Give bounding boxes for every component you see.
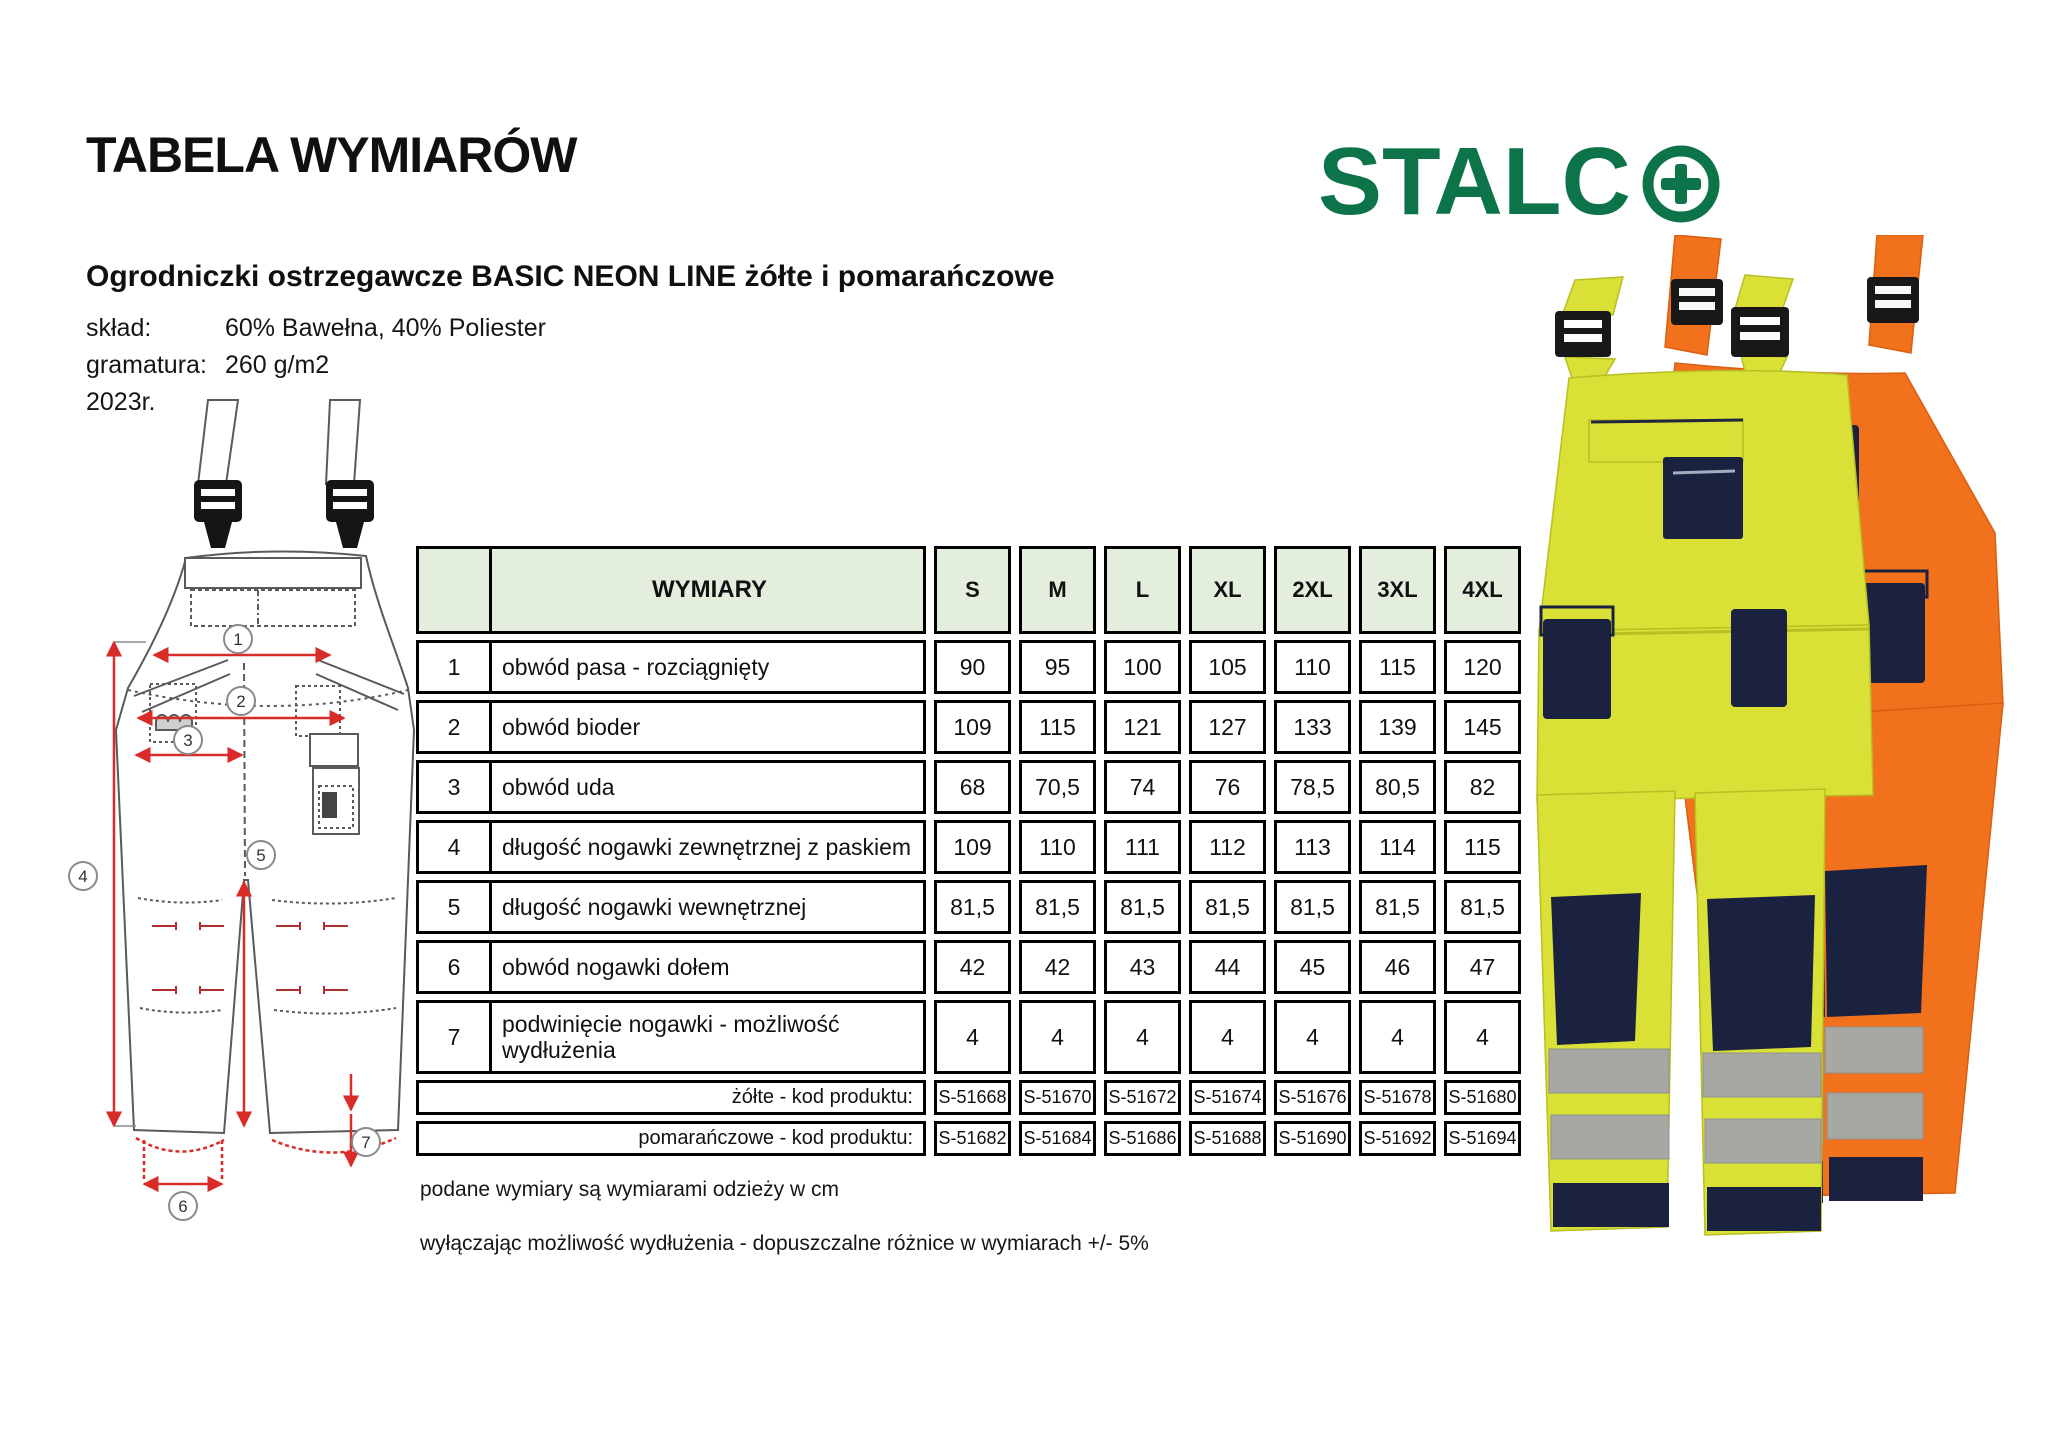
measurement-value: 90 <box>934 640 1011 694</box>
stalco-wordmark: STALC <box>1318 128 1631 235</box>
measurement-value: 4 <box>1189 1000 1266 1074</box>
measurement-value: 115 <box>1444 820 1521 874</box>
row-label: obwód pasa - rozciągnięty <box>502 654 770 680</box>
table-row <box>416 640 1526 694</box>
size-column-header: M <box>1019 546 1096 634</box>
measurement-value: 121 <box>1104 700 1181 754</box>
spec-year: 2023r. <box>86 388 156 416</box>
measurement-value: 81,5 <box>1189 880 1266 934</box>
measurement-value: 82 <box>1444 760 1521 814</box>
row-label: długość nogawki zewnętrznej z paskiem <box>502 834 912 860</box>
measurement-value: 95 <box>1019 640 1096 694</box>
callout-2 <box>227 687 255 715</box>
svg-text:3: 3 <box>183 731 193 750</box>
svg-text:6: 6 <box>178 1197 188 1216</box>
svg-text:7: 7 <box>361 1133 371 1152</box>
measurement-value: 109 <box>934 700 1011 754</box>
spec-sklad-value: 60% Bawełna, 40% Poliester <box>224 314 546 342</box>
callout-5 <box>247 841 275 869</box>
spec-gramatura <box>86 347 546 384</box>
row-number: 7 <box>419 1003 492 1071</box>
product-name: Ogrodniczki ostrzegawcze BASIC NEON LINE żółte i pomarańczowe <box>86 260 1055 293</box>
measurement-value: 110 <box>1274 640 1351 694</box>
size-column-header: 3XL <box>1359 546 1436 634</box>
size-column-header: 4XL <box>1444 546 1521 634</box>
svg-text:2: 2 <box>236 692 246 711</box>
callout-7 <box>352 1128 380 1156</box>
row-label: obwód uda <box>502 774 615 800</box>
product-code-value: S-51694 <box>1444 1121 1521 1156</box>
measurement-value: 100 <box>1104 640 1181 694</box>
row-header-cell <box>416 640 926 694</box>
measurement-value: 105 <box>1189 640 1266 694</box>
code-row-label: żółte - kod produktu: <box>416 1080 926 1115</box>
measurement-value: 111 <box>1104 820 1181 874</box>
note-measurements-cm: podane wymiary są wymiarami odzieży w cm <box>420 1178 839 1201</box>
measurement-value: 42 <box>934 940 1011 994</box>
product-code-value: S-51680 <box>1444 1080 1521 1115</box>
row-header-cell <box>416 1000 926 1074</box>
measurement-value: 115 <box>1019 700 1096 754</box>
product-code-value: S-51672 <box>1104 1080 1181 1115</box>
measurement-value: 80,5 <box>1359 760 1436 814</box>
measurement-value: 4 <box>1444 1000 1521 1074</box>
table-row <box>416 700 1526 754</box>
table-row <box>416 880 1526 934</box>
table-row <box>416 1000 1526 1074</box>
measurement-value: 43 <box>1104 940 1181 994</box>
measurement-value: 81,5 <box>1019 880 1096 934</box>
measurement-value: 114 <box>1359 820 1436 874</box>
measurement-value: 133 <box>1274 700 1351 754</box>
strap-buckles <box>194 480 374 548</box>
measurement-value: 4 <box>1359 1000 1436 1074</box>
row-number: 4 <box>419 823 492 871</box>
measurement-value: 120 <box>1444 640 1521 694</box>
measurement-value: 127 <box>1189 700 1266 754</box>
measurement-value: 42 <box>1019 940 1096 994</box>
product-code-value: S-51674 <box>1189 1080 1266 1115</box>
row-label: długość nogawki wewnętrznej <box>502 894 807 920</box>
spec-gramatura-label: gramatura: <box>86 351 207 379</box>
row-label: obwód nogawki dołem <box>502 954 730 980</box>
callout-1 <box>224 625 252 653</box>
measurement-value: 81,5 <box>934 880 1011 934</box>
measurement-value: 68 <box>934 760 1011 814</box>
yellow-chest-pocket <box>1663 457 1743 539</box>
table-row <box>416 760 1526 814</box>
row-label: obwód bioder <box>502 714 641 740</box>
measurement-value: 113 <box>1274 820 1351 874</box>
page-title: TABELA WYMIARÓW <box>86 127 577 183</box>
measurement-value: 139 <box>1359 700 1436 754</box>
product-code-value: S-51682 <box>934 1121 1011 1156</box>
measurement-value: 78,5 <box>1274 760 1351 814</box>
stalco-plus-icon <box>1637 138 1725 226</box>
svg-text:5: 5 <box>256 846 266 865</box>
measurement-value: 4 <box>1019 1000 1096 1074</box>
row-header-cell <box>416 700 926 754</box>
product-code-value: S-51688 <box>1189 1121 1266 1156</box>
row-number: 2 <box>419 703 492 751</box>
table-row <box>416 820 1526 874</box>
measurement-value: 74 <box>1104 760 1181 814</box>
row-number: 3 <box>419 763 492 811</box>
callout-3 <box>174 726 202 754</box>
row-header-cell <box>416 760 926 814</box>
measurement-value: 81,5 <box>1444 880 1521 934</box>
measurement-value: 4 <box>1104 1000 1181 1074</box>
measurement-value: 44 <box>1189 940 1266 994</box>
row-label: podwinięcie nogawki - możliwość wydłużenia <box>502 1011 840 1063</box>
measurement-value: 45 <box>1274 940 1351 994</box>
measurement-value: 109 <box>934 820 1011 874</box>
product-code-value: S-51684 <box>1019 1121 1096 1156</box>
product-code-value: S-51692 <box>1359 1121 1436 1156</box>
measurement-value: 4 <box>934 1000 1011 1074</box>
product-code-row <box>416 1121 1526 1156</box>
svg-text:4: 4 <box>78 867 88 886</box>
size-diagram <box>58 398 418 1243</box>
callout-4 <box>69 862 97 890</box>
size-column-header: 2XL <box>1274 546 1351 634</box>
row-number: 1 <box>419 643 492 691</box>
measurement-value: 81,5 <box>1359 880 1436 934</box>
product-photo <box>1525 235 2048 1310</box>
product-code-value: S-51670 <box>1019 1080 1096 1115</box>
product-code-value: S-51690 <box>1274 1121 1351 1156</box>
svg-text:1: 1 <box>233 630 243 649</box>
stalco-logo <box>1318 128 1725 235</box>
product-code-value: S-51686 <box>1104 1121 1181 1156</box>
measurement-value: 145 <box>1444 700 1521 754</box>
measurement-value: 46 <box>1359 940 1436 994</box>
size-column-header: XL <box>1189 546 1266 634</box>
yellow-knee-pads <box>1551 893 1815 1051</box>
row-number: 5 <box>419 883 492 931</box>
row-label: WYMIARY <box>651 576 768 603</box>
measurement-value: 115 <box>1359 640 1436 694</box>
yellow-overall <box>1537 275 1873 1235</box>
product-code-value: S-51676 <box>1274 1080 1351 1115</box>
measurement-value: 76 <box>1189 760 1266 814</box>
measurement-value: 70,5 <box>1019 760 1096 814</box>
product-code-row <box>416 1080 1526 1115</box>
note-tolerance: wyłączając możliwość wydłużenia - dopuszczalne różnice w wymiarach +/- 5% <box>420 1232 1149 1255</box>
callout-6 <box>169 1192 197 1220</box>
row-number: 6 <box>419 943 492 991</box>
product-code-value: S-51668 <box>934 1080 1011 1115</box>
row-header-cell <box>416 546 926 634</box>
spec-sklad-label: skład: <box>86 314 152 342</box>
measurement-value: 81,5 <box>1274 880 1351 934</box>
product-code-value: S-51678 <box>1359 1080 1436 1115</box>
size-column-header: L <box>1104 546 1181 634</box>
table-header-row <box>416 546 1526 634</box>
row-header-cell <box>416 880 926 934</box>
row-header-cell <box>416 820 926 874</box>
measurement-value: 110 <box>1019 820 1096 874</box>
measurement-value: 81,5 <box>1104 880 1181 934</box>
code-row-label: pomarańczowe - kod produktu: <box>416 1121 926 1156</box>
measurement-value: 4 <box>1274 1000 1351 1074</box>
table-row <box>416 940 1526 994</box>
row-header-cell <box>416 940 926 994</box>
spec-sklad <box>86 310 546 347</box>
measurement-value: 47 <box>1444 940 1521 994</box>
spec-gramatura-value: 260 g/m2 <box>224 351 330 379</box>
size-table <box>416 546 1526 1156</box>
measurement-value: 112 <box>1189 820 1266 874</box>
row-number <box>419 549 492 631</box>
size-column-header: S <box>934 546 1011 634</box>
